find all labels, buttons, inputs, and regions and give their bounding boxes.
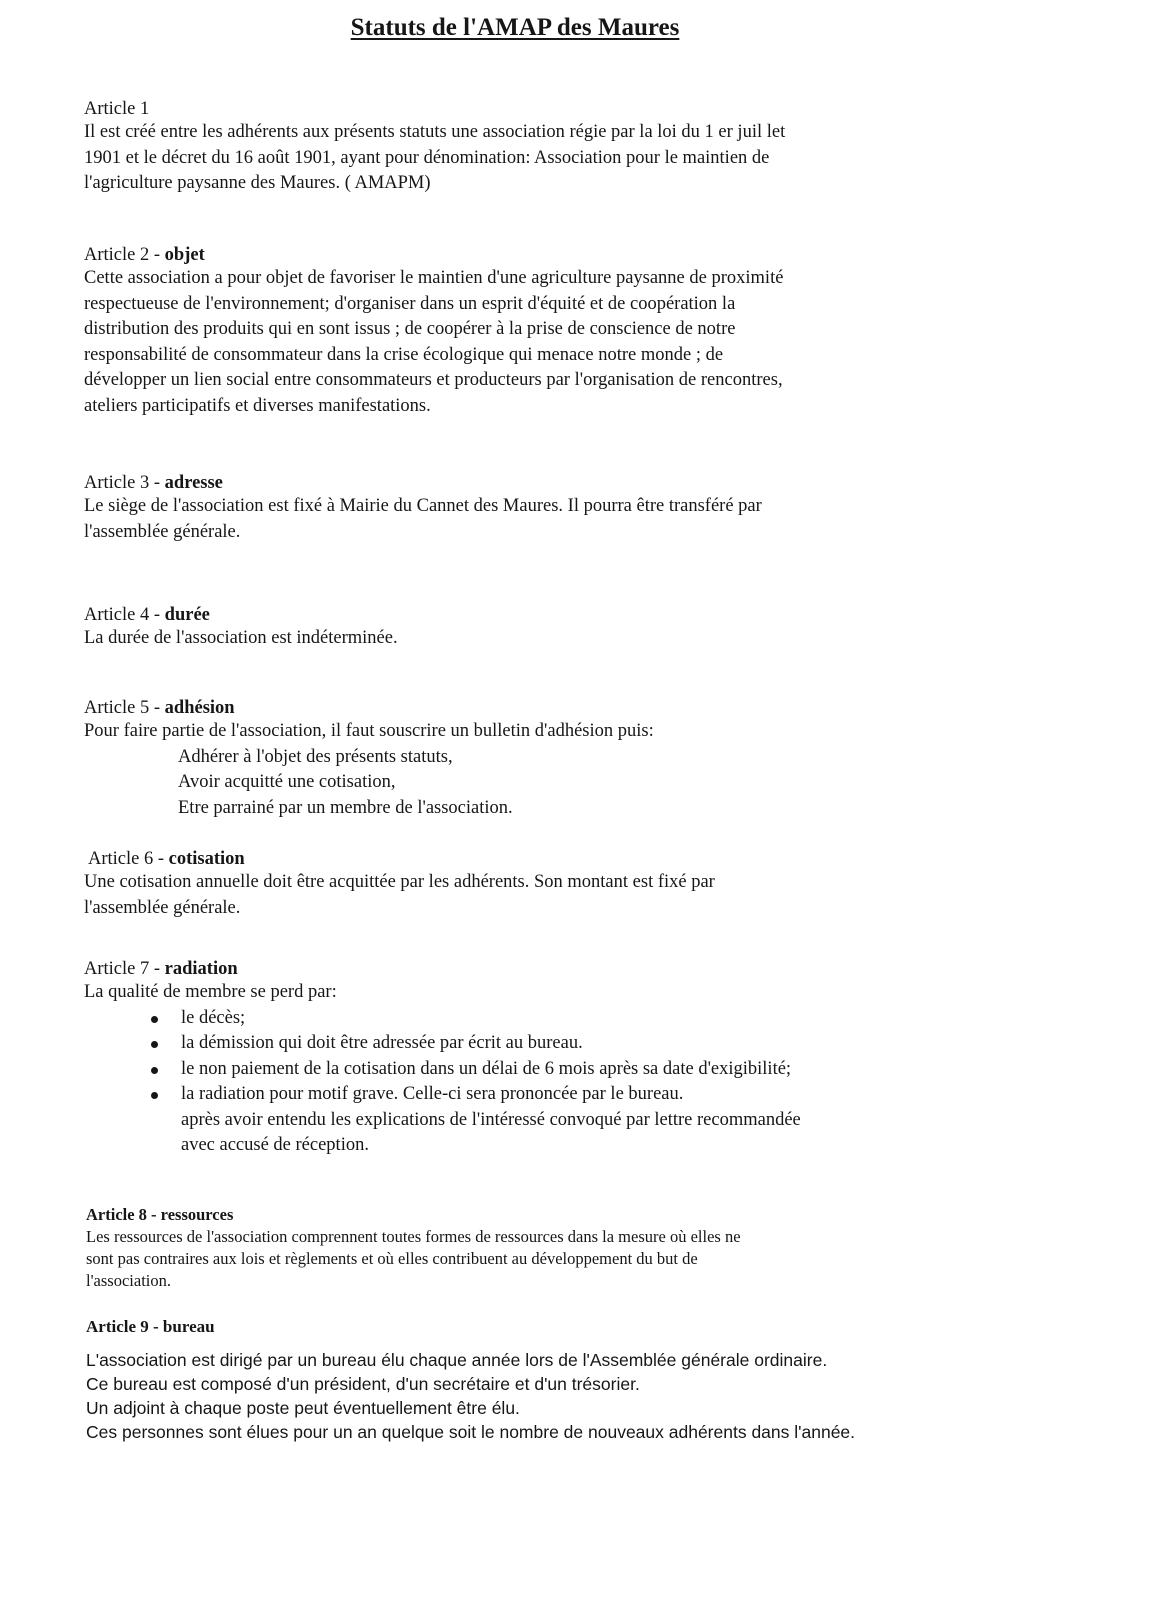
article-number: Article 6 -: [88, 849, 169, 869]
article-line: responsabilité de consommateur dans la crise écologique qui menace notre monde ; de: [84, 344, 724, 365]
bullet-continuation: avec accusé de réception.: [181, 1135, 369, 1155]
article-2: [84, 244, 1084, 419]
bullet-item: le non paiement de la cotisation dans un délai de 6 mois après sa date d'exigibilité;: [84, 1057, 1084, 1083]
article-line: développer un lien social entre consommateurs et producteurs par l'organisation de rencontres,: [84, 370, 783, 390]
condition-item: Etre parrainé par un membre de l'association.: [178, 797, 513, 818]
article-line: 1901 et le décret du 16 août 1901, ayant pour dénomination: Association pour le maintien de: [84, 147, 770, 168]
article-7: [84, 958, 1084, 1159]
condition-item: Avoir acquitté une cotisation,: [178, 772, 396, 792]
article-line: l'assemblée générale.: [84, 897, 241, 918]
article-keyword: adresse: [164, 473, 223, 493]
article-heading: [84, 472, 1084, 494]
bullet-item: la démission qui doit être adressée par écrit au bureau.: [84, 1031, 1084, 1057]
article-heading: [84, 848, 1084, 870]
article-line: Cette association a pour objet de favoriser le maintien d'une agriculture paysanne de proximité: [84, 268, 784, 288]
article-keyword: adhésion: [164, 698, 235, 718]
article-keyword: durée: [164, 605, 210, 625]
article-heading: Article 9 - bureau: [86, 1317, 215, 1336]
article-heading: [84, 697, 1084, 719]
article-keyword: cotisation: [168, 849, 245, 869]
article-line: L'association est dirigé par un bureau élu chaque année lors de l'Assemblée générale ordinaire.: [86, 1350, 828, 1370]
condition-item: Adhérer à l'objet des présents statuts,: [178, 746, 453, 767]
article-line: l'association.: [86, 1271, 171, 1290]
article-line: Ce bureau est composé d'un président, d'un secrétaire et d'un trésorier.: [86, 1374, 640, 1394]
article-1: [84, 98, 1084, 197]
article-6: [84, 848, 1084, 921]
article-line: Les ressources de l'association comprennent toutes formes de ressources dans la mesure où elles ne: [86, 1227, 741, 1246]
bullet-continuation: après avoir entendu les explications de l'intéressé convoqué par lettre recommandée: [181, 1109, 801, 1130]
article-number: Article 5 -: [84, 698, 165, 718]
bullet-item: le décès;: [84, 1006, 1084, 1032]
article-heading: [84, 244, 1084, 266]
article-line: La durée de l'association est indéterminée.: [84, 628, 398, 648]
article-line: Un adjoint à chaque poste peut éventuellement être élu.: [86, 1398, 520, 1418]
article-8: [86, 1204, 1086, 1292]
article-line: Il est créé entre les adhérents aux présents statuts une association régie par la loi du 1 er juil let: [84, 122, 786, 142]
article-line: sont pas contraires aux lois et règlements et où elles contribuent au développement du but de: [86, 1249, 698, 1268]
article-line: distribution des produits qui en sont issus ; de coopérer à la prise de conscience de notre: [84, 319, 736, 339]
article-heading: Article 8 - ressources: [86, 1205, 234, 1224]
article-line: Le siège de l'association est fixé à Mairie du Cannet des Maures. Il pourra être transféré par: [84, 496, 762, 516]
article-5: [84, 697, 1084, 821]
article-line: l'assemblée générale.: [84, 521, 241, 542]
article-number: Article 7 -: [84, 959, 165, 979]
article-heading: [84, 958, 1084, 980]
article-9: [86, 1316, 1086, 1444]
bullet-item: la radiation pour motif grave. Celle-ci sera prononcée par le bureau.: [84, 1082, 1084, 1108]
article-line: Ces personnes sont élues pour un an quelque soit le nombre de nouveaux adhérents dans l'année.: [86, 1422, 856, 1442]
article-line: l'agriculture paysanne des Maures. ( AMAPM): [84, 173, 431, 193]
article-heading: [84, 604, 1084, 626]
article-number: Article 3 -: [84, 473, 165, 493]
article-4: [84, 604, 1084, 652]
article-number: Article 2 -: [84, 245, 165, 265]
article-line: La qualité de membre se perd par:: [84, 982, 337, 1002]
article-line: Pour faire partie de l'association, il faut souscrire un bulletin d'adhésion puis:: [84, 721, 654, 741]
article-keyword: radiation: [164, 959, 238, 979]
article-number: Article 4 -: [84, 605, 165, 625]
article-line: ateliers participatifs et diverses manifestations.: [84, 395, 431, 416]
article-3: [84, 472, 1084, 545]
article-line: respectueuse de l'environnement; d'organiser dans un esprit d'équité et de coopération la: [84, 293, 736, 314]
document-title: Statuts de l'AMAP des Maures: [350, 14, 680, 41]
article-keyword: objet: [164, 245, 205, 265]
article-heading: Article 1: [84, 99, 150, 119]
article-line: Une cotisation annuelle doit être acquittée par les adhérents. Son montant est fixé par: [84, 872, 715, 892]
